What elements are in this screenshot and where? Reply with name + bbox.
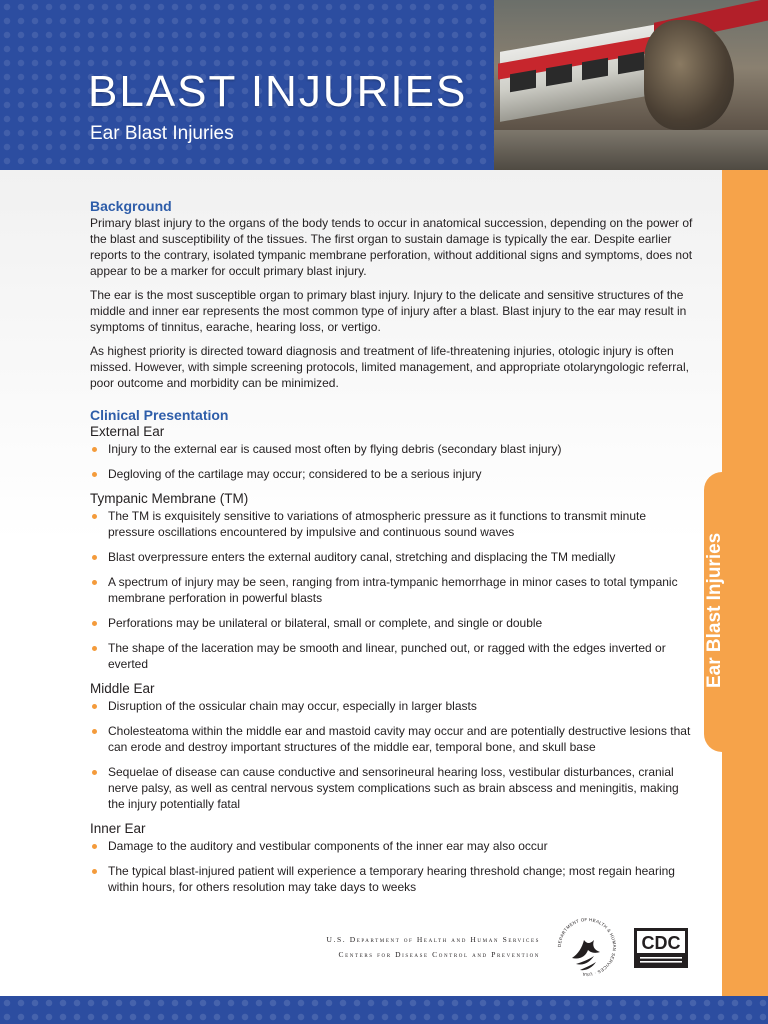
- list-item: A spectrum of injury may be seen, ranging from intra-tympanic hemorrhage in minor cases to total tympanic membrane perforation in powerful blasts: [90, 574, 696, 606]
- footer-agency-text: [240, 932, 540, 962]
- list-item: The shape of the laceration may be smooth and linear, punched out, or ragged with the edges inverted or everted: [90, 640, 696, 672]
- page-title: BLAST INJURIES: [88, 67, 468, 116]
- svg-text:DEPARTMENT OF HEALTH & HUMAN S: DEPARTMENT OF HEALTH & HUMAN SERVICES · USA: [556, 916, 618, 978]
- list-item: Disruption of the ossicular chain may occur, especially in larger blasts: [90, 698, 696, 714]
- section-title-inner-ear: Inner Ear: [90, 821, 146, 836]
- background-paragraph: As highest priority is directed toward diagnosis and treatment of life-threatening injuries, otologic injury is often missed. However, with simple screening protocols, limited management, and appropriate otolaryngologic referral, poor outcome and morbidity can be minimized.: [90, 344, 689, 390]
- tympanic-membrane-list: [90, 508, 696, 672]
- list-item: Degloving of the cartilage may occur; considered to be a serious injury: [90, 466, 696, 482]
- list-item: The typical blast-injured patient will experience a temporary hearing threshold change; most regain hearing within hours, for others resolution may take days to weeks: [90, 863, 696, 895]
- footer-band: [0, 996, 768, 1024]
- list-item: Damage to the auditory and vestibular components of the inner ear may also occur: [90, 838, 696, 854]
- hhs-eagle-seal-icon: [554, 914, 620, 980]
- footer-line-cdc: Centers for Disease Control and Prevention: [338, 950, 540, 959]
- external-ear-list: [90, 441, 696, 482]
- list-item: Blast overpressure enters the external auditory canal, stretching and displacing the TM medially: [90, 549, 696, 565]
- main-content: [90, 198, 696, 904]
- list-item: The TM is exquisitely sensitive to variations of atmospheric pressure as it functions to transmit minute pressure oscillations encountered by impulsive and continuous sound waves: [90, 508, 696, 540]
- list-item: Perforations may be unilateral or bilateral, small or complete, and single or double: [90, 615, 696, 631]
- section-title-external-ear: External Ear: [90, 424, 165, 439]
- background-heading: Background: [90, 198, 172, 214]
- section-title-tympanic-membrane: Tympanic Membrane (TM): [90, 491, 249, 506]
- section-title-middle-ear: Middle Ear: [90, 681, 155, 696]
- sidebar-label: Ear Blast Injuries: [704, 532, 725, 688]
- background-paragraph: Primary blast injury to the organs of the body tends to occur in anatomical succession, depending on the power of the blast and susceptibility of the tissues. The first organ to sustain damage is typically the ear. Despite earlier reports to the contrary, isolated tympanic membrane perforation, without additional signs and symptoms, does not appear to be a marker for occult primary blast injury.: [90, 216, 693, 278]
- list-item: Injury to the external ear is caused most often by flying debris (secondary blast injury): [90, 441, 696, 457]
- footer-line-hhs: U.S. Department of Health and Human Services: [326, 935, 540, 944]
- background-paragraph: The ear is the most susceptible organ to primary blast injury. Injury to the delicate and sensitive structures of the middle and inner ear represents the most common type of injury after a blast. Blast injury to the ear may result in symptoms of tinnitus, earache, hearing loss, or vertigo.: [90, 288, 687, 334]
- inner-ear-list: [90, 838, 696, 895]
- header-photo: [494, 0, 768, 170]
- header-banner: [0, 0, 768, 170]
- cdc-logo-icon: [634, 928, 688, 968]
- middle-ear-list: [90, 698, 696, 812]
- list-item: Sequelae of disease can cause conductive and sensorineural hearing loss, vestibular disturbances, cranial nerve palsy, as well as central nervous system complications such as brain abscess and meningitis, making the injury potentially fatal: [90, 764, 696, 812]
- clinical-heading: Clinical Presentation: [90, 407, 229, 423]
- list-item: Cholesteatoma within the middle ear and mastoid cavity may occur and are potentially destructive lesions that can erode and destroy important structures of the middle ear, temporal bone, and skull base: [90, 723, 696, 755]
- page-subtitle: Ear Blast Injuries: [90, 123, 234, 144]
- svg-text:CDC: CDC: [641, 933, 681, 953]
